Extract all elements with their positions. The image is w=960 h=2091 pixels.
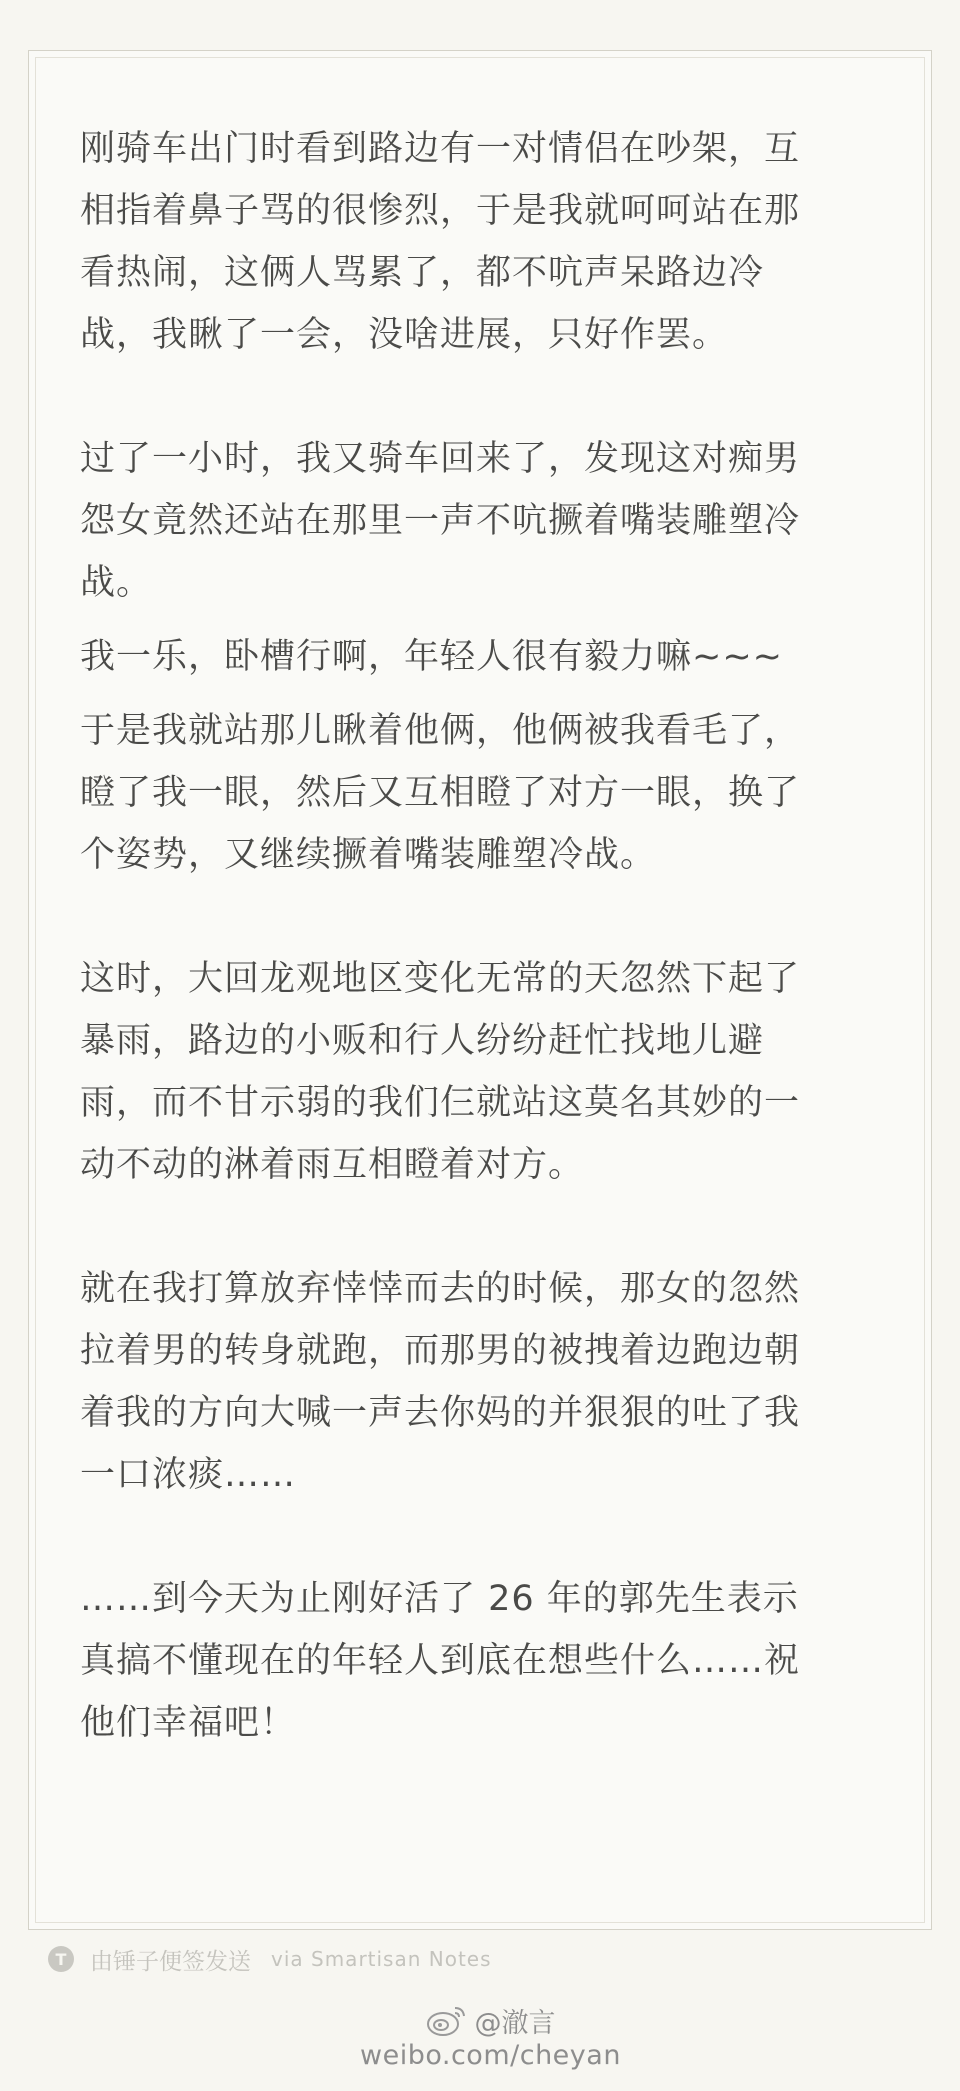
paragraph-1: 刚骑车出门时看到路边有一对情侣在吵架，互 相指着鼻子骂的很惨烈，于是我就呵呵站在那 看热闹，这俩人骂累了，都不吭声呆路边冷 战，我瞅了一会，没啥进展，只好作罢。 <box>80 129 801 355</box>
sent-by-label: 由锤子便签发送 <box>90 1948 251 1975</box>
paragraph-3: 我一乐，卧槽行啊，年轻人很有毅力嘛~~~ <box>80 637 783 677</box>
paragraph-6: 就在我打算放弃悻悻而去的时候，那女的忽然 拉着男的转身就跑，而那男的被拽着边跑边朝 着我的方向大喊一声去你妈的并狠狠的吐了我 一口浓痰…… <box>80 1269 801 1495</box>
weibo-watermark <box>360 2000 620 2071</box>
paragraph-4: 于是我就站那儿瞅着他俩，他俩被我看毛了， 瞪了我一眼，然后又互相瞪了对方一眼，换了 个姿势，又继续撅着嘴装雕塑冷战。 <box>80 711 801 875</box>
weibo-handle: @澈言 <box>474 2007 556 2039</box>
note-body <box>80 118 870 1754</box>
paragraph-2: 过了一小时，我又骑车回来了，发现这对痴男 怨女竟然还站在那里一声不吭撅着嘴装雕塑冷 战。 <box>80 439 801 603</box>
smartisan-t-icon: T <box>48 1946 74 1972</box>
paragraph-7: ……到今天为止刚好活了 26 年的郭先生表示 真搞不懂现在的年轻人到底在想些什么……祝 他们幸福吧！ <box>80 1579 801 1743</box>
via-label: via Smartisan Notes <box>271 1947 492 1971</box>
weibo-logo-icon <box>425 2002 469 2038</box>
paragraph-5: 这时，大回龙观地区变化无常的天忽然下起了 暴雨，路边的小贩和行人纷纷赶忙找地儿避 雨，而不甘示弱的我们仨就站这莫名其妙的一 动不动的淋着雨互相瞪着对方。 <box>80 959 801 1185</box>
weibo-url: weibo.com/cheyan <box>360 2040 621 2071</box>
app-footer <box>48 1944 492 1974</box>
